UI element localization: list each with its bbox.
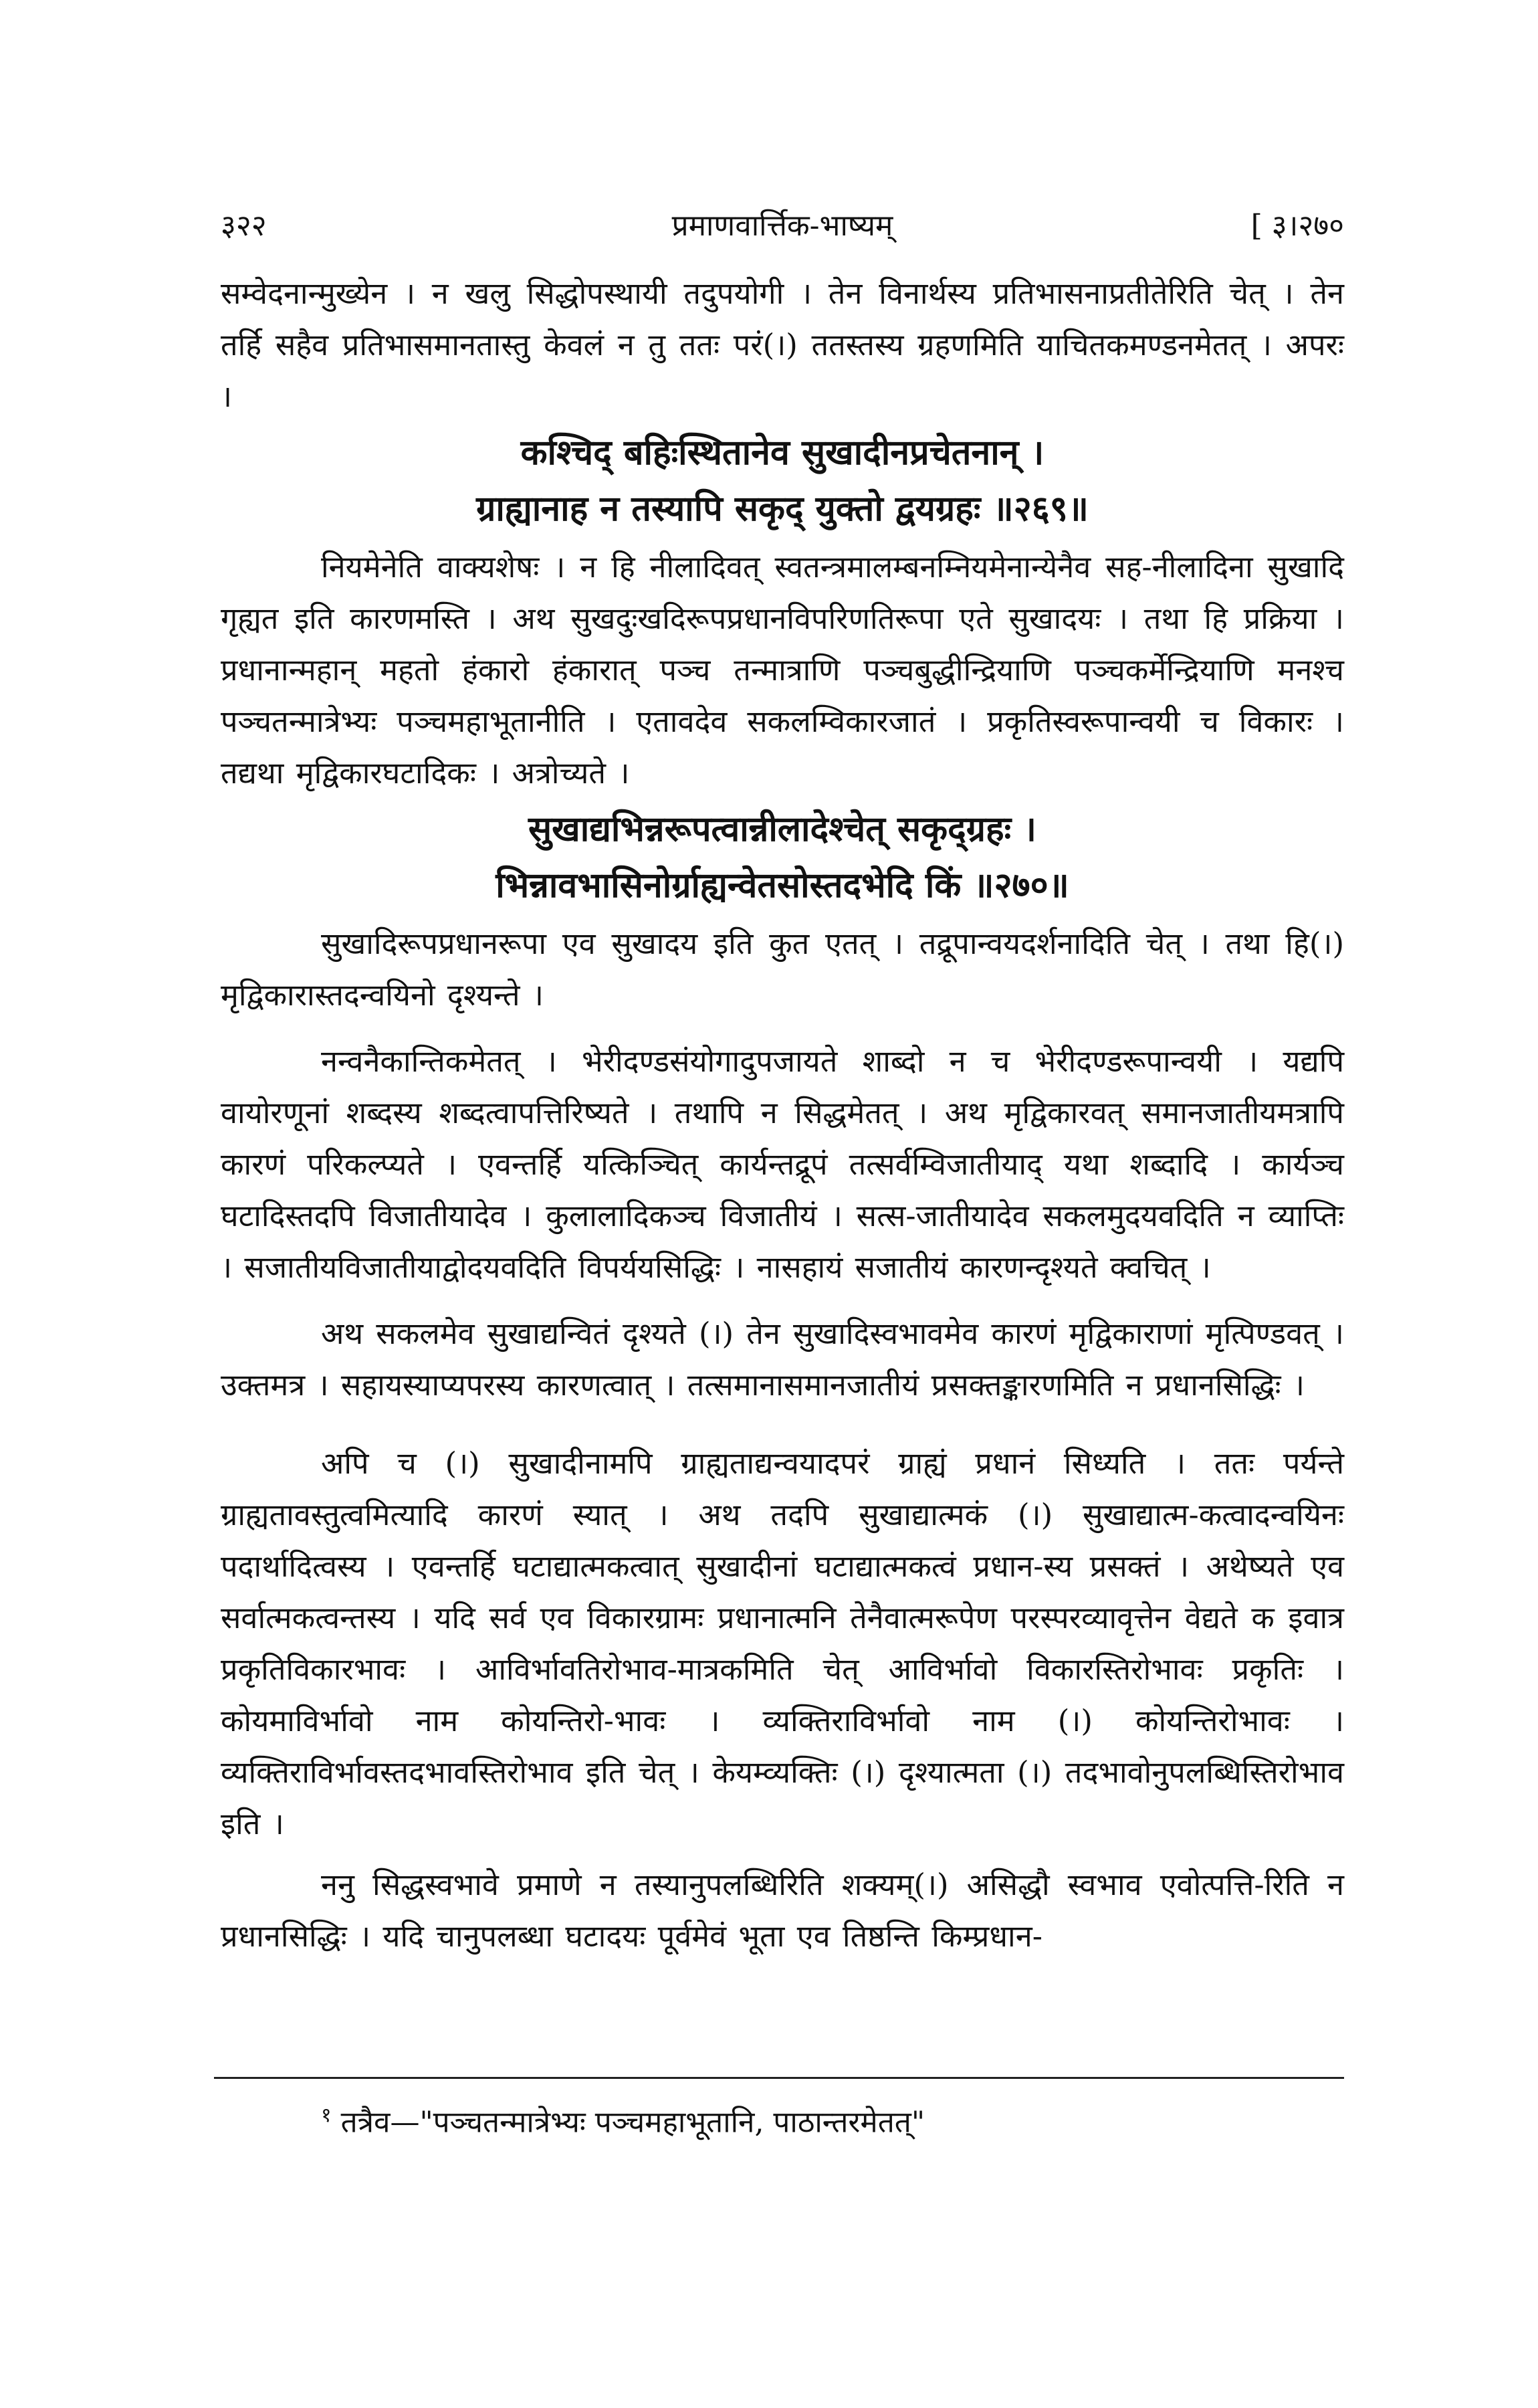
commentary-paragraph-6: अपि च (।) सुखादीनामपि ग्राह्यताद्यन्वयादपरं ग्राह्यं प्रधानं सिध्यति । ततः पर्यन्ते ग्राह्यतावस्तुत्वमित्यादि कारणं स्यात् । अथ तदपि सुखाद्यात्मकं (।) सुखाद्यात्म-कत्वादन्वयिनः पदार्थादित्वस्य । एवन्तर्हि घटाद्यात्मकत्वात् सुखादीनां घटाद्यात्मकत्वं प्रधान-स्य प्रसक्तं । अथेष्यते एव सर्वात्मकत्वन्तस्य । यदि सर्व एव विकारग्रामः प्रधानात्मनि तेनैवात्मरूपेण परस्परव्यावृत्तेन वेद्यते क इवात्र प्रकृतिविकारभावः । आविर्भावतिरोभाव-मात्रकमिति चेत् आविर्भावो विकारस्तिरोभावः प्रकृतिः । कोयमाविर्भावो नाम कोयन्तिरो-भावः । व्यक्तिराविर्भावो नाम (।) कोयन्तिरोभावः । व्यक्तिराविर्भावस्तदभावस्तिरोभाव इति चेत् । केयम्व्यक्तिः (।) दृश्यात्मता (।) तदभावोनुपलब्धिस्तिरोभाव इति ।	[221, 1445, 1344, 1841]
commentary-paragraph-1: सम्वेदनान्मुख्येन । न खलु सिद्धोपस्थायी तदुपयोगी । तेन विनार्थस्य प्रतिभासनाप्रतीतेरिति चेत् । तेन तर्हि सहैव प्रतिभासमानतास्तु केवलं न तु ततः परं(।) ततस्तस्य ग्रहणमिति याचितकमण्डनमेतत् । अपरः ।	[221, 276, 1344, 414]
commentary-paragraph-3: सुखादिरूपप्रधानरूपा एव सुखादय इति कुत एतत् । तद्रूपान्वयदर्शनादिति चेत् । तथा हि(।) मृद्विकारास्तदन्वयिनो दृश्यन्ते ।	[221, 926, 1344, 1013]
running-title: प्रमाणवार्त्तिक-भाष्यम्	[671, 209, 893, 243]
section-reference: [ ३।२७०	[1250, 209, 1344, 243]
verse-269-line-2: ग्राह्यानाह न तस्यापि सकृद् युक्तो द्वयग्रहः ॥२६९॥	[476, 488, 1089, 529]
commentary-paragraph-4: नन्वनैकान्तिकमेतत् । भेरीदण्डसंयोगादुपजायते शाब्दो न च भेरीदण्डरूपान्वयी । यद्यपि वायोरणूनां शब्दस्य शब्दत्वापत्तिरिष्यते । तथापि न सिद्धमेतत् । अथ मृद्विकारवत् समानजातीयमत्रापि कारणं परिकल्प्यते । एवन्तर्हि यत्किञ्चित् कार्यन्तद्रूपं तत्सर्वम्विजातीयाद् यथा शब्दादि । कार्यञ्च घटादिस्तदपि विजातीयादेव । कुलालादिकञ्च विजातीयं । सत्स-जातीयादेव सकलमुदयवदिति न व्याप्तिः । सजातीयविजातीयाद्वोदयवदिति विपर्ययसिद्धिः । नासहायं सजातीयं कारणन्दृश्यते क्वचित् ।	[221, 1043, 1344, 1285]
page-body	[221, 268, 1344, 1962]
footnote-text: तत्रैव—"पञ्चतन्मात्रेभ्यः पञ्चमहाभूतानि, पाठान्तरमेतत्"	[340, 2105, 925, 2140]
commentary-paragraph-5: अथ सकलमेव सुखाद्यन्वितं दृश्यते (।) तेन सुखादिस्वभावमेव कारणं मृद्विकाराणां मृत्पिण्डवत् । उक्तमत्र । सहायस्याप्यपरस्य कारणत्वात् । तत्समानासमानजातीयं प्रसक्तङ्कारणमिति न प्रधानसिद्धिः ।	[221, 1316, 1344, 1403]
commentary-paragraph-7: ननु सिद्धस्वभावे प्रमाणे न तस्यानुपलब्धिरिति शक्यम्(।) असिद्धौ स्वभाव एवोत्पत्ति-रिति न प्रधानसिद्धिः । यदि चानुपलब्धा घटादयः पूर्वमेवं भूता एव तिष्ठन्ति किम्प्रधान-	[221, 1867, 1344, 1954]
verse-270-line-2: भिन्नावभासिनोर्ग्राह्यन्वेतसोस्तदभेदि किं ॥२७०॥	[496, 865, 1069, 906]
footnote-divider	[214, 2077, 1344, 2079]
footnote	[321, 2092, 1344, 2146]
commentary-paragraph-2: नियमेनेति वाक्यशेषः । न हि नीलादिवत् स्वतन्त्रमालम्बनम्नियमेनान्येनैव सह-नीलादिना सुखादि गृह्यत इति कारणमस्ति । अथ सुखदुःखदिरूपप्रधानविपरिणतिरूपा एते सुखादयः । तथा हि प्रक्रिया । प्रधानान्महान् महतो हंकारो हंकारात् पञ्च तन्मात्राणि पञ्चबुद्धीन्द्रियाणि पञ्चकर्मेन्द्रियाणि मनश्च पञ्चतन्मात्रेभ्यः पञ्चमहाभूतानीति । एतावदेव सकलम्विकारजातं । प्रकृतिस्वरूपान्वयी च विकारः । तद्यथा मृद्विकारघटादिकः । अत्रोच्यते ।	[221, 549, 1344, 791]
verse-270	[221, 801, 1344, 914]
verse-269	[221, 425, 1344, 537]
footnote-marker: १	[321, 2104, 332, 2127]
verse-269-line-1: कश्चिद् बहिःस्थितानेव सुखादीनप्रचेतनान् ।	[520, 432, 1045, 473]
page-number: ३२२	[221, 209, 267, 243]
verse-270-line-1: सुखाद्यभिन्नरूपत्वान्नीलादेश्चेत् सकृद्ग्रहः ।	[528, 809, 1036, 849]
page-header	[221, 199, 1344, 253]
